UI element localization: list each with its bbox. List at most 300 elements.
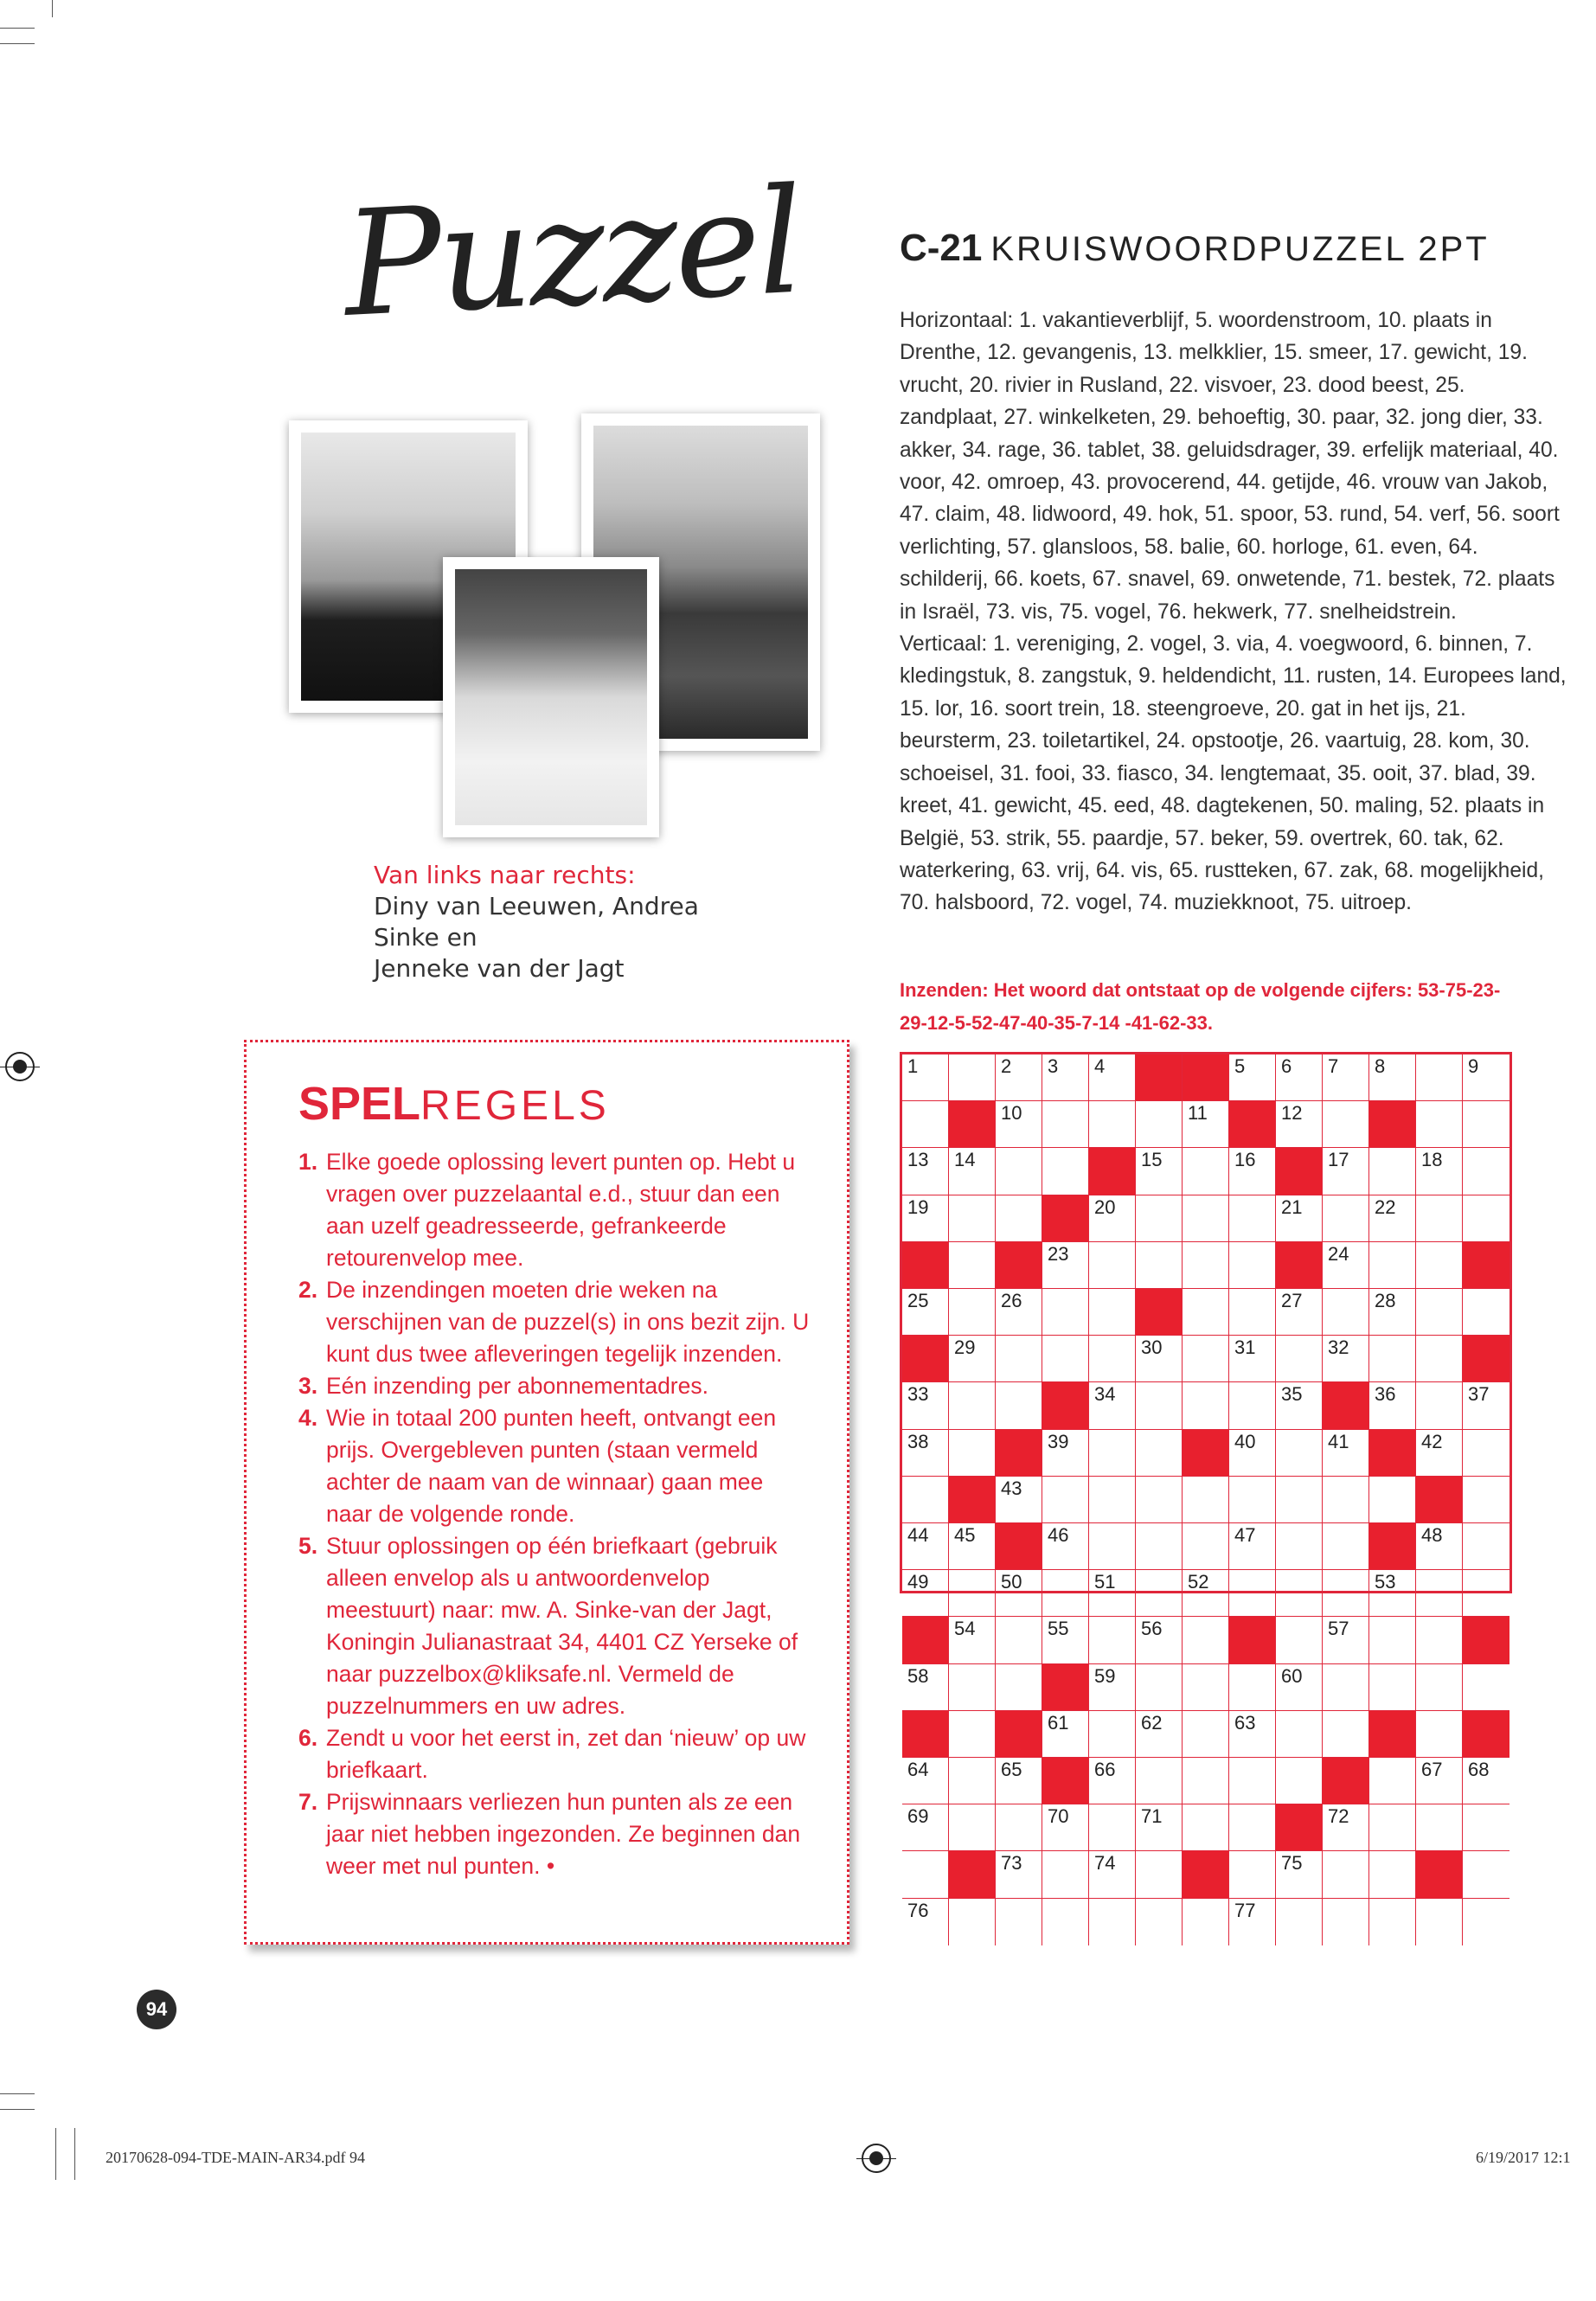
grid-cell[interactable] <box>902 1289 949 1336</box>
grid-cell[interactable] <box>1089 1430 1136 1477</box>
grid-cell[interactable] <box>1042 1101 1089 1148</box>
grid-cell-number: 72 <box>1328 1805 1349 1828</box>
grid-cell[interactable] <box>1323 1195 1369 1242</box>
grid-cell[interactable] <box>1369 1289 1416 1336</box>
rule-number: 5. <box>298 1533 318 1559</box>
grid-cell[interactable] <box>1276 1851 1323 1898</box>
spelregels-title-bold: SPEL <box>298 1078 421 1130</box>
page-title: Puzzel <box>339 156 804 349</box>
grid-cell-number: 42 <box>1421 1430 1443 1452</box>
grid-cell-number: 31 <box>1234 1336 1256 1359</box>
clues-verticaal: Verticaal: 1. vereniging, 2. vogel, 3. via, 4. voegwoord, 6. binnen, 7. kledingstuk, 8. zangstuk, 9. heldendicht, 11. rusten, 14. Europees land, 15. lor, 16. soort trein, 18. steengroeve, 20. gat in het ijs, 21. beursterm, 23. toiletartikel, 24. opstootje, 26. vaartuig, 28. kom, 30. schoeisel, 31. fooi, 33. fiasco, 34. lengtemaat, 35. ooit, 37. blad, 39. kreet, 41. gewicht, 45. eed, 48. dagtekenen, 50. maling, 52. plaats in België, 53. strik, 55. paardje, 57. beker, 59. overtrek, 60. tak, 62. waterkering, 63. vrij, 64. vis, 65. rustteken, 67. zak, 68. mogelijkheid, 70. halsboord, 72. vogel, 74. muziekknoot, 75. uitroep. <box>900 632 1567 915</box>
grid-cell-number: 4 <box>1094 1055 1106 1077</box>
grid-cell-number: 28 <box>1375 1290 1396 1311</box>
grid-cell-number: 32 <box>1328 1336 1349 1359</box>
grid-cell[interactable] <box>949 1054 996 1101</box>
submission-instructions <box>900 974 1574 1040</box>
grid-cell[interactable] <box>1136 1195 1183 1242</box>
grid-cell-number: 71 <box>1141 1805 1163 1828</box>
grid-cell-number: 45 <box>954 1524 976 1546</box>
grid-cell[interactable] <box>949 1899 996 1945</box>
grid-black-cell <box>1369 1523 1416 1570</box>
grid-cell[interactable] <box>1183 1148 1229 1195</box>
rule-text: Elke goede oplossing levert punten op. Hebt u vragen over puzzelaantal e.d., stuur dan een aan uzelf geadresseerde, gefrankeerde retourenvelop mee. <box>326 1149 796 1271</box>
grid-cell[interactable] <box>1042 1477 1089 1523</box>
grid-cell[interactable] <box>1416 1570 1463 1617</box>
grid-cell[interactable] <box>1136 1382 1183 1429</box>
grid-cell[interactable] <box>1276 1336 1323 1382</box>
grid-cell[interactable] <box>949 1382 996 1429</box>
grid-cell[interactable] <box>1136 1617 1183 1663</box>
grid-cell[interactable] <box>996 1054 1042 1101</box>
grid-cell[interactable] <box>1323 1570 1369 1617</box>
grid-cell[interactable] <box>1042 1523 1089 1570</box>
grid-cell[interactable] <box>1089 1617 1136 1663</box>
rule-text: Zendt u voor het eerst in, zet dan ‘nieuw’ op uw briefkaart. <box>326 1725 806 1783</box>
grid-cell[interactable] <box>949 1523 996 1570</box>
grid-cell[interactable] <box>1183 1570 1229 1617</box>
grid-cell[interactable] <box>1276 1570 1323 1617</box>
grid-cell[interactable] <box>1136 1101 1183 1148</box>
grid-cell[interactable] <box>1136 1336 1183 1382</box>
crop-mark <box>0 28 35 29</box>
grid-cell[interactable] <box>1229 1148 1276 1195</box>
grid-cell[interactable] <box>902 1148 949 1195</box>
grid-cell[interactable] <box>1323 1804 1369 1851</box>
grid-cell-number: 27 <box>1281 1290 1303 1311</box>
grid-cell[interactable] <box>1183 1899 1229 1945</box>
grid-cell[interactable] <box>1229 1430 1276 1477</box>
grid-cell[interactable] <box>1276 1899 1323 1945</box>
grid-cell[interactable] <box>1089 1101 1136 1148</box>
submission-line: 29-12-5-52-47-40-35-7-14 -41-62-33. <box>900 1012 1213 1034</box>
grid-cell-number: 17 <box>1328 1149 1349 1171</box>
grid-cell-number: 22 <box>1375 1195 1396 1218</box>
grid-cell[interactable] <box>1369 1851 1416 1898</box>
caption-line: Jenneke van der Jagt <box>374 954 625 983</box>
grid-cell[interactable] <box>1183 1664 1229 1711</box>
grid-cell[interactable] <box>949 1242 996 1289</box>
grid-cell[interactable] <box>1369 1242 1416 1289</box>
grid-cell[interactable] <box>996 1336 1042 1382</box>
grid-cell-number: 36 <box>1375 1383 1396 1406</box>
grid-cell-number: 76 <box>907 1899 929 1921</box>
grid-cell-number: 18 <box>1421 1149 1443 1171</box>
grid-cell[interactable] <box>1463 1054 1509 1101</box>
grid-cell[interactable] <box>1136 1477 1183 1523</box>
grid-cell[interactable] <box>949 1711 996 1758</box>
grid-cell[interactable] <box>996 1899 1042 1945</box>
grid-cell-number: 44 <box>907 1524 929 1546</box>
grid-cell[interactable] <box>1416 1382 1463 1429</box>
grid-cell[interactable] <box>1136 1804 1183 1851</box>
grid-cell-number: 10 <box>1001 1102 1022 1125</box>
grid-cell[interactable] <box>902 1570 949 1617</box>
grid-cell[interactable] <box>996 1195 1042 1242</box>
grid-cell[interactable] <box>1463 1664 1509 1711</box>
grid-cell[interactable] <box>1323 1336 1369 1382</box>
grid-cell[interactable] <box>902 1664 949 1711</box>
grid-cell[interactable] <box>1416 1899 1463 1945</box>
grid-cell[interactable] <box>1089 1664 1136 1711</box>
grid-cell-number: 5 <box>1234 1055 1246 1077</box>
grid-cell[interactable] <box>902 1523 949 1570</box>
grid-cell[interactable] <box>1183 1195 1229 1242</box>
grid-cell[interactable] <box>902 1851 949 1898</box>
grid-cell[interactable] <box>1183 1758 1229 1804</box>
grid-black-cell <box>996 1523 1042 1570</box>
grid-cell[interactable] <box>1183 1804 1229 1851</box>
spelregels-title <box>298 1077 812 1131</box>
grid-cell[interactable] <box>949 1570 996 1617</box>
grid-cell[interactable] <box>1229 1195 1276 1242</box>
grid-cell[interactable] <box>1276 1430 1323 1477</box>
grid-cell[interactable] <box>1183 1711 1229 1758</box>
grid-cell-number: 29 <box>954 1336 976 1359</box>
grid-cell[interactable] <box>949 1430 996 1477</box>
grid-cell[interactable] <box>996 1804 1042 1851</box>
grid-cell-number: 46 <box>1048 1524 1069 1546</box>
grid-cell[interactable] <box>1276 1289 1323 1336</box>
grid-cell-number: 24 <box>1328 1242 1349 1265</box>
grid-cell[interactable] <box>1369 1477 1416 1523</box>
grid-cell[interactable] <box>1229 1289 1276 1336</box>
grid-cell[interactable] <box>1136 1758 1183 1804</box>
grid-cell[interactable] <box>1416 1430 1463 1477</box>
grid-cell[interactable] <box>1089 1336 1136 1382</box>
grid-black-cell <box>902 1617 949 1663</box>
grid-cell[interactable] <box>902 1382 949 1429</box>
grid-cell[interactable] <box>996 1570 1042 1617</box>
grid-cell[interactable] <box>902 1804 949 1851</box>
grid-cell[interactable] <box>1089 1523 1136 1570</box>
grid-cell[interactable] <box>1229 1851 1276 1898</box>
grid-cell[interactable] <box>1229 1899 1276 1945</box>
grid-cell[interactable] <box>996 1101 1042 1148</box>
grid-cell-number: 1 <box>907 1055 919 1077</box>
grid-cell[interactable] <box>1183 1289 1229 1336</box>
grid-cell[interactable] <box>1463 1570 1509 1617</box>
grid-cell[interactable] <box>1042 1242 1089 1289</box>
grid-cell-number: 62 <box>1141 1711 1163 1734</box>
grid-black-cell <box>1323 1382 1369 1429</box>
grid-cell[interactable] <box>1089 1195 1136 1242</box>
grid-cell[interactable] <box>1089 1242 1136 1289</box>
grid-cell[interactable] <box>1416 1617 1463 1663</box>
grid-cell-number: 15 <box>1141 1149 1163 1171</box>
grid-cell[interactable] <box>1229 1054 1276 1101</box>
grid-cell[interactable] <box>1416 1804 1463 1851</box>
grid-cell-number: 64 <box>907 1759 929 1780</box>
grid-cell[interactable] <box>1229 1336 1276 1382</box>
grid-cell-number: 68 <box>1468 1759 1490 1780</box>
grid-cell[interactable] <box>1042 1430 1089 1477</box>
grid-cell[interactable] <box>1416 1758 1463 1804</box>
grid-cell[interactable] <box>949 1289 996 1336</box>
grid-cell[interactable] <box>1183 1382 1229 1429</box>
grid-cell[interactable] <box>1089 1477 1136 1523</box>
grid-cell[interactable] <box>1136 1523 1183 1570</box>
grid-black-cell <box>1276 1148 1323 1195</box>
grid-black-cell <box>949 1101 996 1148</box>
grid-cell[interactable] <box>1416 1101 1463 1148</box>
grid-cell[interactable] <box>1416 1336 1463 1382</box>
grid-cell[interactable] <box>996 1289 1042 1336</box>
rule-number: 2. <box>298 1277 318 1303</box>
grid-cell[interactable] <box>1229 1570 1276 1617</box>
grid-cell[interactable] <box>1369 1617 1416 1663</box>
grid-cell[interactable] <box>1323 1899 1369 1945</box>
grid-cell[interactable] <box>902 1758 949 1804</box>
grid-cell[interactable] <box>1276 1195 1323 1242</box>
grid-cell[interactable] <box>1276 1477 1323 1523</box>
grid-cell[interactable] <box>1276 1711 1323 1758</box>
grid-cell[interactable] <box>1463 1851 1509 1898</box>
crop-mark <box>74 2128 75 2180</box>
grid-cell[interactable] <box>1042 1617 1089 1663</box>
grid-cell-number: 25 <box>907 1290 929 1311</box>
grid-cell[interactable] <box>902 1899 949 1945</box>
grid-cell[interactable] <box>1183 1523 1229 1570</box>
grid-cell[interactable] <box>1042 1570 1089 1617</box>
grid-cell[interactable] <box>1183 1617 1229 1663</box>
grid-black-cell <box>902 1711 949 1758</box>
grid-cell[interactable] <box>1323 1148 1369 1195</box>
grid-cell[interactable] <box>1463 1195 1509 1242</box>
grid-cell[interactable] <box>1369 1570 1416 1617</box>
grid-cell[interactable] <box>1276 1054 1323 1101</box>
grid-cell[interactable] <box>996 1758 1042 1804</box>
grid-cell[interactable] <box>1369 1054 1416 1101</box>
grid-cell[interactable] <box>1042 1899 1089 1945</box>
grid-cell[interactable] <box>1463 1430 1509 1477</box>
grid-cell-number: 20 <box>1094 1195 1116 1218</box>
grid-cell[interactable] <box>1042 1148 1089 1195</box>
rule-text: Prijswinnaars verliezen hun punten als ze een jaar niet hebben ingezonden. Ze beginnen dan weer met nul punten. • <box>326 1789 801 1879</box>
grid-cell[interactable] <box>996 1851 1042 1898</box>
grid-cell[interactable] <box>949 1664 996 1711</box>
grid-cell[interactable] <box>1276 1617 1323 1663</box>
grid-cell[interactable] <box>949 1148 996 1195</box>
grid-cell[interactable] <box>1136 1851 1183 1898</box>
grid-cell[interactable] <box>1276 1382 1323 1429</box>
grid-cell[interactable] <box>1229 1382 1276 1429</box>
grid-cell-number: 11 <box>1188 1102 1208 1125</box>
crop-mark <box>0 43 35 44</box>
grid-cell[interactable] <box>949 1758 996 1804</box>
photo-andrea-sinke <box>455 569 647 825</box>
grid-cell[interactable] <box>1042 1804 1089 1851</box>
grid-cell[interactable] <box>1089 1851 1136 1898</box>
grid-cell[interactable] <box>1136 1430 1183 1477</box>
grid-cell[interactable] <box>1416 1054 1463 1101</box>
grid-cell[interactable] <box>949 1804 996 1851</box>
grid-cell[interactable] <box>1183 1477 1229 1523</box>
grid-cell-number: 54 <box>954 1618 976 1640</box>
grid-cell[interactable] <box>1416 1148 1463 1195</box>
grid-black-cell <box>996 1242 1042 1289</box>
grid-cell[interactable] <box>1416 1195 1463 1242</box>
grid-cell[interactable] <box>1463 1804 1509 1851</box>
grid-cell[interactable] <box>1463 1477 1509 1523</box>
grid-cell-number: 16 <box>1234 1149 1256 1171</box>
grid-cell[interactable] <box>1183 1336 1229 1382</box>
grid-cell[interactable] <box>1136 1899 1183 1945</box>
grid-cell-number: 61 <box>1048 1711 1069 1734</box>
grid-cell[interactable] <box>902 1430 949 1477</box>
grid-cell[interactable] <box>1089 1804 1136 1851</box>
rule-item <box>298 1722 812 1786</box>
grid-cell[interactable] <box>1323 1617 1369 1663</box>
rule-number: 7. <box>298 1789 318 1815</box>
grid-black-cell <box>1416 1851 1463 1898</box>
rule-number: 1. <box>298 1149 318 1175</box>
grid-cell[interactable] <box>996 1148 1042 1195</box>
grid-cell[interactable] <box>949 1617 996 1663</box>
grid-cell[interactable] <box>1369 1336 1416 1382</box>
crop-mark <box>55 2128 56 2180</box>
grid-cell-number: 26 <box>1001 1290 1022 1311</box>
grid-black-cell <box>996 1711 1042 1758</box>
grid-cell[interactable] <box>1463 1758 1509 1804</box>
grid-cell[interactable] <box>1229 1242 1276 1289</box>
grid-cell[interactable] <box>1323 1711 1369 1758</box>
grid-cell[interactable] <box>1042 1851 1089 1898</box>
grid-cell-number: 34 <box>1094 1383 1116 1406</box>
grid-cell-number: 6 <box>1281 1055 1292 1077</box>
grid-black-cell <box>1276 1242 1323 1289</box>
grid-cell[interactable] <box>1136 1570 1183 1617</box>
grid-cell[interactable] <box>902 1195 949 1242</box>
grid-cell[interactable] <box>1369 1382 1416 1429</box>
rule-text: Wie in totaal 200 punten heeft, ontvangt een prijs. Overgebleven punten (staan vermeld achter de naam van de winnaar) gaan mee naar de volgende ronde. <box>326 1405 777 1527</box>
grid-cell[interactable] <box>1136 1664 1183 1711</box>
photo-caption <box>374 860 772 984</box>
grid-cell[interactable] <box>1416 1523 1463 1570</box>
grid-black-cell <box>1416 1477 1463 1523</box>
grid-cell[interactable] <box>1276 1523 1323 1570</box>
grid-cell[interactable] <box>996 1477 1042 1523</box>
grid-cell[interactable] <box>1089 1289 1136 1336</box>
rule-text: De inzendingen moeten drie weken na verschijnen van de puzzel(s) in ons bezit zijn. U kunt dus twee afleveringen tegelijk inzenden. <box>326 1277 810 1367</box>
grid-cell-number: 59 <box>1094 1664 1116 1687</box>
grid-cell[interactable] <box>1416 1242 1463 1289</box>
grid-cell[interactable] <box>1089 1054 1136 1101</box>
grid-cell[interactable] <box>996 1617 1042 1663</box>
grid-cell[interactable] <box>1323 1242 1369 1289</box>
grid-cell[interactable] <box>1369 1664 1416 1711</box>
grid-cell[interactable] <box>1229 1523 1276 1570</box>
grid-cell-number: 9 <box>1468 1055 1479 1077</box>
grid-cell[interactable] <box>1463 1382 1509 1429</box>
grid-cell[interactable] <box>1323 1664 1369 1711</box>
grid-cell[interactable] <box>902 1054 949 1101</box>
grid-cell[interactable] <box>1463 1899 1509 1945</box>
crop-mark <box>0 2093 35 2094</box>
grid-cell[interactable] <box>1463 1289 1509 1336</box>
grid-cell[interactable] <box>1416 1664 1463 1711</box>
grid-cell-number: 33 <box>907 1383 929 1406</box>
grid-cell[interactable] <box>1323 1101 1369 1148</box>
grid-cell[interactable] <box>949 1195 996 1242</box>
grid-cell-number: 13 <box>907 1149 929 1171</box>
grid-cell[interactable] <box>1089 1711 1136 1758</box>
grid-cell-number: 40 <box>1234 1430 1256 1452</box>
grid-cell[interactable] <box>949 1336 996 1382</box>
grid-black-cell <box>1183 1054 1229 1101</box>
grid-black-cell <box>1463 1336 1509 1382</box>
grid-cell[interactable] <box>1229 1664 1276 1711</box>
rule-number: 3. <box>298 1373 318 1399</box>
rule-item <box>298 1786 812 1882</box>
grid-cell[interactable] <box>1183 1242 1229 1289</box>
grid-black-cell <box>1276 1804 1323 1851</box>
grid-cell[interactable] <box>1042 1711 1089 1758</box>
grid-cell[interactable] <box>1369 1899 1416 1945</box>
grid-cell[interactable] <box>1323 1289 1369 1336</box>
grid-cell-number: 53 <box>1375 1571 1396 1593</box>
grid-cell[interactable] <box>1369 1804 1416 1851</box>
grid-black-cell <box>949 1851 996 1898</box>
grid-cell[interactable] <box>902 1101 949 1148</box>
grid-cell[interactable] <box>902 1477 949 1523</box>
grid-cell-number: 2 <box>1001 1055 1012 1077</box>
grid-cell[interactable] <box>1229 1758 1276 1804</box>
grid-cell[interactable] <box>1276 1101 1323 1148</box>
grid-black-cell <box>1183 1851 1229 1898</box>
grid-cell[interactable] <box>996 1382 1042 1429</box>
grid-cell[interactable] <box>996 1664 1042 1711</box>
grid-cell[interactable] <box>1416 1711 1463 1758</box>
grid-cell-number: 14 <box>954 1149 976 1171</box>
grid-cell[interactable] <box>1323 1523 1369 1570</box>
grid-cell[interactable] <box>1323 1054 1369 1101</box>
grid-cell[interactable] <box>1323 1851 1369 1898</box>
puzzle-heading <box>900 227 1574 270</box>
grid-cell[interactable] <box>1229 1804 1276 1851</box>
grid-cell[interactable] <box>1089 1758 1136 1804</box>
grid-cell[interactable] <box>1089 1899 1136 1945</box>
grid-cell[interactable] <box>1369 1758 1416 1804</box>
grid-cell[interactable] <box>1089 1382 1136 1429</box>
grid-cell[interactable] <box>1369 1148 1416 1195</box>
grid-cell[interactable] <box>1042 1289 1089 1336</box>
grid-cell[interactable] <box>1089 1570 1136 1617</box>
spelregels-title-light: REGELS <box>420 1083 610 1129</box>
grid-cell[interactable] <box>1416 1289 1463 1336</box>
grid-cell[interactable] <box>1323 1430 1369 1477</box>
grid-cell[interactable] <box>1323 1477 1369 1523</box>
grid-cell[interactable] <box>1229 1477 1276 1523</box>
grid-cell[interactable] <box>1229 1711 1276 1758</box>
grid-black-cell <box>1229 1101 1276 1148</box>
grid-cell[interactable] <box>1136 1148 1183 1195</box>
grid-cell[interactable] <box>1463 1101 1509 1148</box>
grid-cell[interactable] <box>1463 1523 1509 1570</box>
grid-cell[interactable] <box>1276 1664 1323 1711</box>
footer-file-info: 20170628-094-TDE-MAIN-AR34.pdf 94 <box>106 2149 365 2166</box>
grid-cell[interactable] <box>1183 1101 1229 1148</box>
grid-black-cell <box>1136 1054 1183 1101</box>
grid-cell[interactable] <box>1463 1148 1509 1195</box>
grid-cell[interactable] <box>1136 1242 1183 1289</box>
grid-cell[interactable] <box>1136 1711 1183 1758</box>
grid-cell-number: 47 <box>1234 1524 1256 1546</box>
grid-cell[interactable] <box>1276 1758 1323 1804</box>
grid-cell[interactable] <box>1042 1336 1089 1382</box>
grid-cell[interactable] <box>1042 1054 1089 1101</box>
grid-cell[interactable] <box>1369 1195 1416 1242</box>
